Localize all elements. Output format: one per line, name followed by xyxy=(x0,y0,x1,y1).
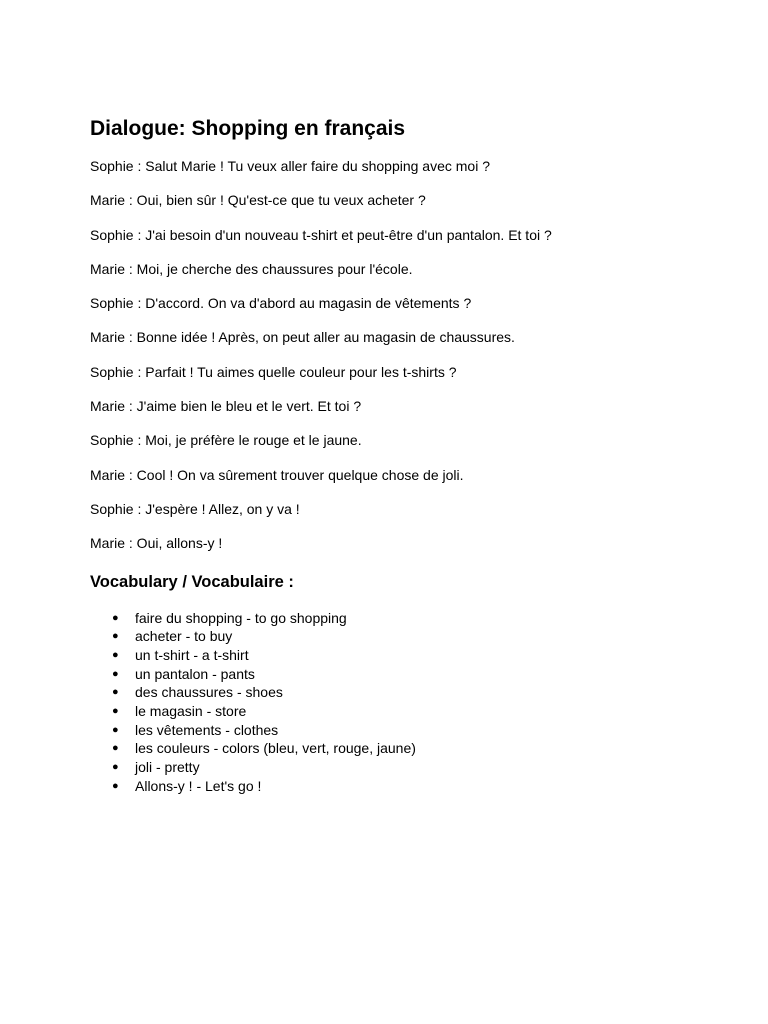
vocabulary-heading: Vocabulary / Vocabulaire : xyxy=(90,572,294,591)
vocabulary-list xyxy=(90,609,730,796)
list-item xyxy=(112,758,730,777)
list-item xyxy=(112,683,730,702)
vocab-text: les vêtements - clothes xyxy=(135,721,279,738)
dialogue-line: Sophie : J'ai besoin d'un nouveau t-shirt et peut-être d'un pantalon. Et toi ? xyxy=(90,226,552,243)
list-item xyxy=(112,646,730,665)
bullet-icon: ● xyxy=(112,761,119,774)
dialogue-line: Marie : Oui, bien sûr ! Qu'est-ce que tu veux acheter ? xyxy=(90,192,426,209)
vocab-text: le magasin - store xyxy=(135,703,247,720)
dialogue-line: Marie : Moi, je cherche des chaussures pour l'école. xyxy=(90,260,413,277)
dialogue-line: Marie : Bonne idée ! Après, on peut aller au magasin de chaussures. xyxy=(90,329,515,346)
dialogue-line: Marie : J'aime bien le bleu et le vert. Et toi ? xyxy=(90,398,362,415)
bullet-icon: ● xyxy=(112,779,119,792)
document-page xyxy=(90,115,730,796)
dialogue-line: Sophie : Moi, je préfère le rouge et le jaune. xyxy=(90,432,362,449)
bullet-icon: ● xyxy=(112,705,119,718)
bullet-icon: ● xyxy=(112,742,119,755)
list-item xyxy=(112,702,730,721)
vocab-text: un pantalon - pants xyxy=(135,665,255,682)
bullet-icon: ● xyxy=(112,723,119,736)
vocab-text: les couleurs - colors (bleu, vert, rouge, jaune) xyxy=(135,740,416,757)
dialogue-line: Marie : Oui, allons-y ! xyxy=(90,535,223,552)
list-item xyxy=(112,665,730,684)
bullet-icon: ● xyxy=(112,648,119,661)
vocab-text: un t-shirt - a t-shirt xyxy=(135,646,249,663)
list-item xyxy=(112,777,730,796)
vocab-text: joli - pretty xyxy=(135,759,200,776)
list-item xyxy=(112,721,730,740)
vocab-text: Allons-y ! - Let's go ! xyxy=(135,777,262,794)
dialogue-line: Sophie : Parfait ! Tu aimes quelle couleur pour les t-shirts ? xyxy=(90,363,457,380)
dialogue-section xyxy=(90,158,730,551)
vocab-text: acheter - to buy xyxy=(135,628,233,645)
bullet-icon: ● xyxy=(112,630,119,643)
bullet-icon: ● xyxy=(112,686,119,699)
dialogue-line: Sophie : Salut Marie ! Tu veux aller faire du shopping avec moi ? xyxy=(90,158,490,174)
dialogue-line: Sophie : J'espère ! Allez, on y va ! xyxy=(90,500,300,517)
dialogue-line: Sophie : D'accord. On va d'abord au magasin de vêtements ? xyxy=(90,295,472,312)
list-item xyxy=(112,627,730,646)
list-item xyxy=(112,609,730,628)
dialogue-line: Marie : Cool ! On va sûrement trouver quelque chose de joli. xyxy=(90,466,464,483)
vocab-text: faire du shopping - to go shopping xyxy=(135,609,347,626)
bullet-icon: ● xyxy=(112,611,119,624)
vocab-text: des chaussures - shoes xyxy=(135,684,283,701)
page-title: Dialogue: Shopping en français xyxy=(90,117,406,140)
list-item xyxy=(112,739,730,758)
bullet-icon: ● xyxy=(112,667,119,680)
